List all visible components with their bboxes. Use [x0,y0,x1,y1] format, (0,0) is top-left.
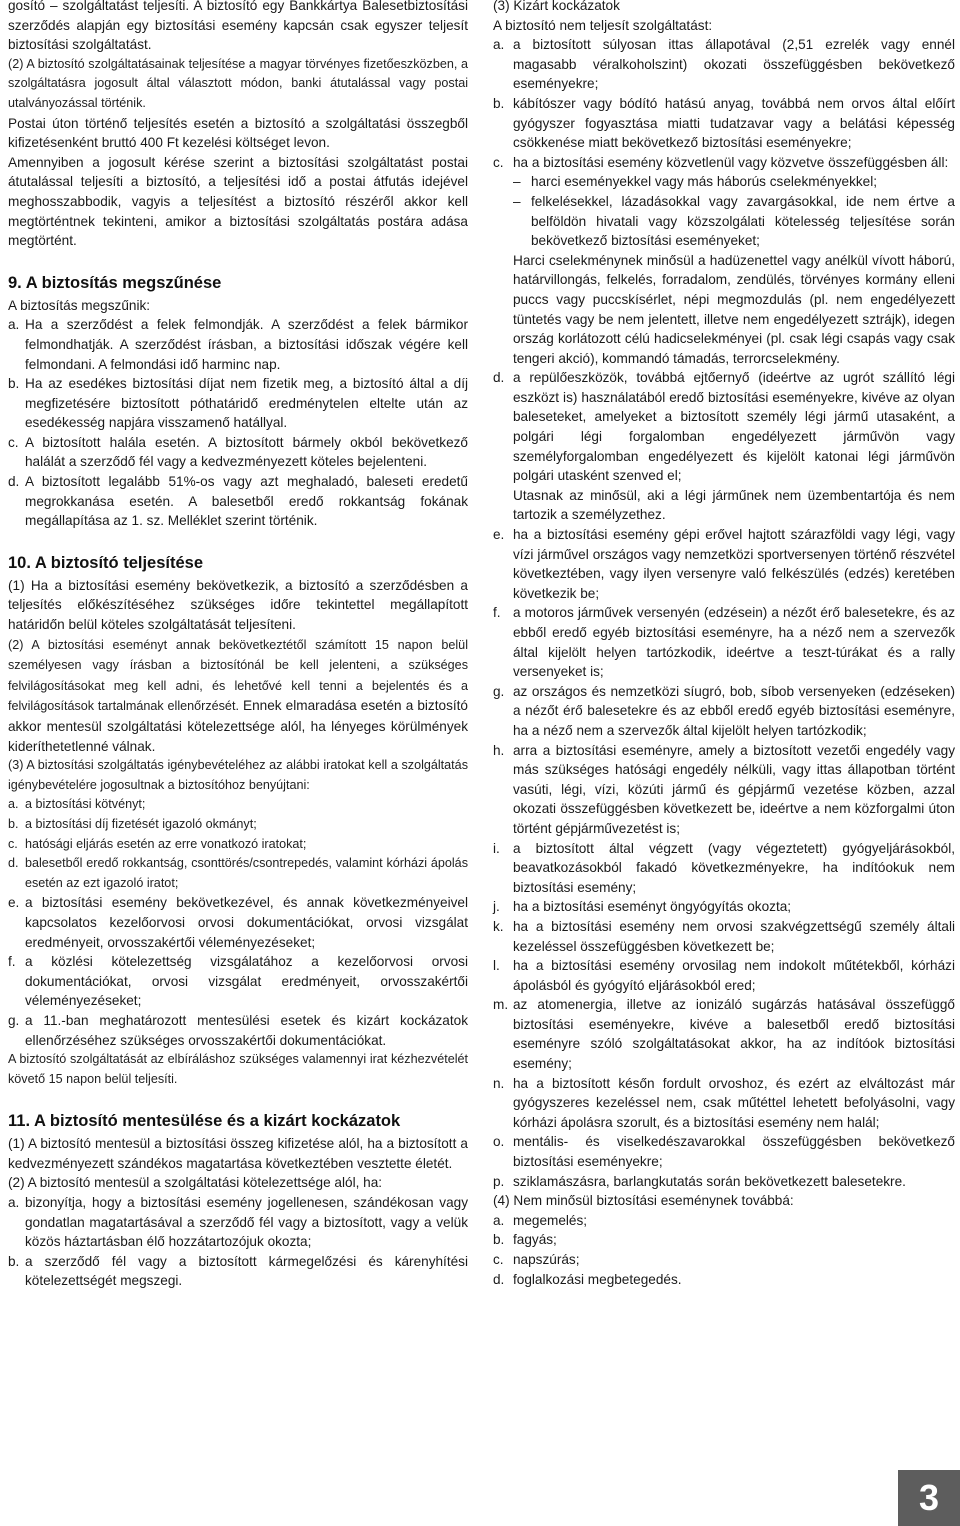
section-10-list [8,795,468,1050]
section-9-list [8,315,468,531]
page-number: 3 [898,1470,960,1526]
list-item-text: ha a biztosítási esemény orvosilag nem indokolt műtétekből, kórházi ápolásból és gyógyító eljárásokból ered; [513,958,955,993]
list-item-label: d. [8,474,20,490]
list-item [493,917,955,956]
list-item-label: – [513,174,521,190]
list-item [493,603,955,681]
section-heading-9: 9. A biztosítás megszűnése [8,273,222,292]
list-item-label: c. [493,154,504,170]
list-item-label: b. [8,1253,20,1269]
list-item-text: arra a biztosítási eseményre, amely a biztosított vezetői engedély vagy más szükséges hatósági engedély nélküli, vagy ittas állapotban történt vasúti, légi, vízi, közúti jármű és gépjármű vezetése közben, azzal okozati összefüggésben következett be, ideértve a nem közforgalmi úton történt gépjárművezetést is; [513,742,955,836]
list-item-text: a közlési kötelezettség vizsgálatához a kezelőorvosi orvosi dokumentációkat, orvosi vizsgálat eredményeit, orvosszakértői véleményezéseket; [25,954,468,1009]
list-item-label: g. [8,1012,20,1028]
list-item-text: fagyás; [513,1232,557,1248]
list-item [8,1011,468,1050]
paragraph: A biztosító szolgáltatását az elbíráláshoz szükséges valamennyi irat kézhezvételét követő 15 napon belül teljesíti. [8,1052,468,1086]
list-item-text: Ha az esedékes biztosítási díjat nem fizetik meg, a biztosító által a díj megfizetésére biztosított póthatáridő eredménytelen eltelte után az esedékesség napjára visszamenő hatállyal. [25,376,468,431]
list-item-label: c. [493,1252,504,1267]
list-item [493,897,955,917]
list-item [493,1074,955,1133]
paragraph: Amennyiben a jogosult kérése szerint a biztosítási szolgáltatást postai átutalással teljesíti a biztosító, a teljesítési idő a postai átfutás idejével meghosszabbodik, vagyis a teljesítést a biztosító részéről akkor kell megtörténtnek tekinteni, amikor a biztosítási szolgáltatás postára adása megtörtént. [8,154,468,249]
list-item [8,893,468,952]
list-item-label: b. [493,95,505,111]
list-item [493,368,955,486]
list-item-label: b. [493,1232,505,1248]
list-item-text: a biztosítási díj fizetését igazoló okmányt; [25,816,257,831]
paragraph: Utasnak az minősül, aki a légi járműnek nem üzembentartója és nem tartozik a személyzethez. [513,487,955,523]
excluded-risks-list [493,368,955,486]
list-item-label: a. [493,37,505,53]
list-item-label: l. [493,958,500,974]
list-item [493,1132,955,1171]
right-column [493,0,955,1289]
section-11-list [8,1193,468,1291]
list-item [8,1193,468,1252]
excluded-risks-list [493,525,955,1191]
list-item-label: e. [8,895,20,911]
section-heading-11: 11. A biztosító mentesülése és a kizárt kockázatok [8,1112,401,1131]
list-item-label: f. [8,954,16,970]
list-item-text: A biztosított legalább 51%-os vagy azt meghaladó, baleseti eredetű megrokkanása esetén. A balesetből eredő rokkantság fokának megállapítása az 1. sz. Melléklet szerint történik. [25,474,468,529]
list-item [8,952,468,1011]
list-item-text: balesetből eredő rokkantság, csonttörés/csontrepedés, valamint kórházi ápolás esetén az ezt igazoló iratot; [25,856,468,890]
list-item-text: kábítószer vagy bódító hatású anyag, továbbá nem orvos által előírt gyógyszer fogyasztása miatti tudatzavar vagy a belátási képesség csökkenése miatt bekövetkező biztosítási eseményekre; [513,95,955,151]
non-events-list [493,1211,955,1289]
list-item-text: harci eseményekkel vagy más háborús cselekményekkel; [531,174,878,190]
list-item [8,315,468,374]
subsection-heading: (4) Nem minősül biztosítási eseménynek továbbá: [493,1193,794,1209]
list-item-text: hatósági eljárás esetén az erre vonatkozó iratokat; [25,836,307,851]
list-item-text: az országos és nemzetközi síugró, bob, síbob versenyeken (edzéseken) a nézőt érő balesetekre és az ebből eredő egyéb biztosítási eseményre, ha a néző nem a szervezők által kijelölt helyen tartózkodik; [513,683,955,738]
list-item-text: sziklamászásra, barlangkutatás során bekövetkezett balesetekre. [513,1173,906,1189]
list-item [8,835,468,855]
list-item-label: p. [493,1173,505,1189]
list-item-label: j. [493,899,500,915]
list-item-text: bizonyítja, hogy a biztosítási esemény jogellenesen, szándékosan vagy gondatlan magatartásával a szerződő fél vagy a biztosított, vagy a velük közös háztartásban élő hozzátartozójuk okozta; [25,1195,468,1250]
paragraph: (3) A biztosítási szolgáltatás igénybevételéhez az alábbi iratokat kell a szolgáltatás igénybevételére jogosultnak a biztosítóhoz benyújtani: [8,758,468,792]
list-item [513,192,955,251]
list-item-label: m. [493,997,509,1013]
paragraph: (2) A biztosító szolgáltatásainak teljesítése a magyar törvényes fizetőeszközben, a szolgáltatásra jogosult által választott módon, banki átutalással vagy postai utalványozással történik. [8,56,468,110]
list-item-label: e. [493,527,505,543]
list-item-text: az atomenergia, illetve az ionizáló sugárzás hatásával összefüggő biztosítási eseményekre, kivéve a balesetből eredő biztosítási eseményre szóló szolgáltatásokat akkor, ha az indítóok biztosítási esemény; [513,997,955,1072]
list-item [493,1211,955,1231]
list-item [513,172,955,192]
list-item-text: a repülőeszközök, továbbá ejtőernyő (ideértve az ugrót szállító légi eszközt is) használatából eredő biztosítási eseményekre, kivéve az olyan baleseteket, amelyeket a biztosított személy légi jármű utasaként, a polgári légi forgalomban engedélyezett járművön vagy személyforgalomban engedélyezett és kijelölt katonai légi járművön polgári utasként szenved el; [513,370,955,484]
list-item-label: a. [8,317,20,333]
list-item-label: c. [8,434,19,450]
list-item-label: a. [8,797,19,812]
list-item-text: ha a biztosítási esemény közvetlenül vagy közvetve összefüggésben áll: [513,154,949,170]
list-item-label: k. [493,918,504,934]
paragraph: A biztosító nem teljesít szolgáltatást: [493,17,713,33]
list-item [493,1172,955,1192]
list-item [493,35,955,94]
list-item-text: megemelés; [513,1212,588,1228]
paragraph-part: Ennek elmaradása esetén a biztosító akkor mentesül szolgáltatási kötelezettsége alól, ha lényeges körülmények kideríthetetlenné válnak. [8,698,468,754]
left-column [8,0,468,1291]
list-item-text: a biztosított által végzett (vagy végeztetett) gyógyeljárásokból, beavatkozásokból fakadó következményekre, ha indítóokuk nem biztosítási esemény; [513,840,955,895]
list-item-label: d. [493,1271,505,1287]
paragraph: gosító – szolgáltatást teljesíti. A biztosító egy Bankkártya Balesetbiztosítási szerződés alapján egy biztosítási esemény kapcsán csak egyszer teljesít biztosítási szolgáltatást. [8,0,468,53]
list-item-label: f. [493,605,501,621]
list-item-text: a 11.-ban meghatározott mentesülési esetek és kizárt kockázatok ellenőrzéséhez szükséges orvosszakértői dokumentációkat. [25,1012,468,1048]
list-item-label: o. [493,1134,505,1150]
list-item-text: foglalkozási megbetegedés. [513,1271,682,1287]
excluded-risks-list [493,35,955,172]
list-item-label: a. [493,1212,505,1228]
list-item [493,682,955,741]
list-item-label: b. [8,376,20,392]
list-item [8,815,468,835]
paragraph: Postai úton történő teljesítés esetén a biztosító a szolgáltatási összegből kifizetésenként bruttó 400 Ft kezelési költséget levon. [8,115,468,151]
list-item [493,741,955,839]
subsection-heading: (3) Kizárt kockázatok [493,0,620,13]
list-item [8,472,468,531]
list-item [493,1250,955,1270]
list-item [8,374,468,433]
list-item [8,1252,468,1291]
paragraph: (2) A biztosító mentesül a szolgáltatási kötelezettsége alól, ha: [8,1175,383,1191]
list-item-text: Ha a szerződést a felek felmondják. A szerződést a felek bármikor felmondhatják. A szerződést írásban, a biztosítási időszak végére kell felmondani. A felmondási idő harminc nap. [25,317,468,372]
list-item-text: ha a biztosítási eseményt öngyógyítás okozta; [513,899,792,915]
list-item-text: a biztosítási kötvényt; [25,797,146,812]
list-item [493,1230,955,1250]
list-item-label: – [513,193,521,209]
list-item [493,995,955,1073]
paragraph [8,635,468,757]
list-item-label: d. [8,856,19,871]
list-item-text: mentális- és viselkedészavarokkal összefüggésben bekövetkező biztosítási eseményekre; [513,1134,955,1170]
list-item [493,525,955,603]
paragraph: Harci cselekménynek minősül a hadüzenettel vagy anélkül vívott háború, határvillongás, felkelés, forradalom, zendülés, törvényes kormány elleni puccs vagy puccskísérlet, népi megmozdulás (pl. nem engedélyezett tüntetés vagy be nem jelentett, illetve nem engedélyezett sztrájk), idegen ország korlátozott célú hadicselekményei (pl. csak légi csapás vagy csak tengeri akció), kommandó támadás, terrorcselekmény. [513,252,955,366]
paragraph: (1) Ha a biztosítási esemény bekövetkezik, a biztosító a szerződésben a teljesítés előkészítéséhez szükséges időre tekintettel megállapított határidőn belül köteles szolgáltatását teljesíteni. [8,577,468,633]
list-item-label: g. [493,683,505,699]
list-item-text: felkelésekkel, lázadásokkal vagy zavargásokkal, ide nem értve a belföldön hivatali vagy közszolgálati kötelesség teljesítése során bekövetkező biztosítási eseményeket; [531,193,955,249]
list-item-label: i. [493,840,500,856]
list-item-text: ha a biztosítási esemény nem orvosi szakvégzettségű személy általi kezeléssel összefüggésben következett be; [513,918,955,954]
section-heading-10: 10. A biztosító teljesítése [8,553,204,572]
list-item [493,839,955,898]
list-item-label: a. [8,1195,20,1211]
list-item [493,94,955,153]
list-item-text: ha a biztosított későn fordult orvoshoz, és ezért az elváltozást már gyógyszeres kezeléssel nem, csak műtéttel lehetett befolyásolni, vagy kórházi ápolásra szorult, és a biztosítási esemény nem halál; [513,1075,955,1130]
list-item-text: a szerződő fél vagy a biztosított kármegelőzési és kárenyhítési kötelezettségét megszegi. [25,1253,468,1289]
paragraph-part: (2) A biztosítási eseményt annak bekövetkeztétől számított 15 napon belül személyesen vagy írásban a biztosítónál be kell jelenteni, a szükséges felvilágosításokat meg kell adni, és lehetővé kell tenni a bejelentés és a felvilágosítások tartalmának ellenőrzését. [8,637,468,714]
list-item-label: c. [8,836,18,851]
list-item [493,153,955,173]
list-item-text: a biztosítási esemény bekövetkezével, és annak következményeivel kapcsolatos kezelőorvosi orvosi dokumentációkat, orvosi vizsgálat eredményeit, orvosszakértői véleményezéseket; [25,895,468,950]
list-item-label: h. [493,742,505,758]
list-item-text: A biztosított halála esetén. A biztosított bármely okból bekövetkező halálát a szerződő fél vagy a kedvezményezett köteles bejelenteni. [25,434,468,470]
list-item [8,433,468,472]
list-item [8,854,468,893]
list-item [8,795,468,815]
paragraph: A biztosítás megszűnik: [8,297,151,313]
list-item-label: b. [8,816,19,831]
list-item-text: napszúrás; [513,1252,580,1267]
war-events-list [493,172,955,250]
paragraph: (1) A biztosító mentesül a biztosítási összeg kifizetése alól, ha a biztosított a kedvezményezett szándékos magatartása következtében vesztette életét. [8,1136,468,1171]
list-item-text: a biztosított súlyosan ittas állapotával (2,51 ezrelék vagy ennél magasabb véralkoholszint) okozati összefüggésben bekövetkező eseményekre; [513,37,955,92]
list-item-label: n. [493,1075,505,1091]
list-item-text: a motoros járművek versenyén (edzésein) a nézőt érő balesetekre, és az ebből eredő egyéb biztosítási eseményre, ha a néző nem a szervezők által kijelölt helyen tartózkodik, ideértve a teszt-túrákat és a rally versenyeket is; [513,605,955,680]
list-item-text: ha a biztosítási esemény gépi erővel hajtott szárazföldi vagy légi, vagy vízi járművel országos vagy nemzetközi sportversenyen történő részvétel következtében, vagy ilyen versenyre való felkészülés (edzés) keretében következik be; [513,527,955,601]
list-item [493,1270,955,1290]
list-item [493,956,955,995]
list-item-label: d. [493,370,505,386]
